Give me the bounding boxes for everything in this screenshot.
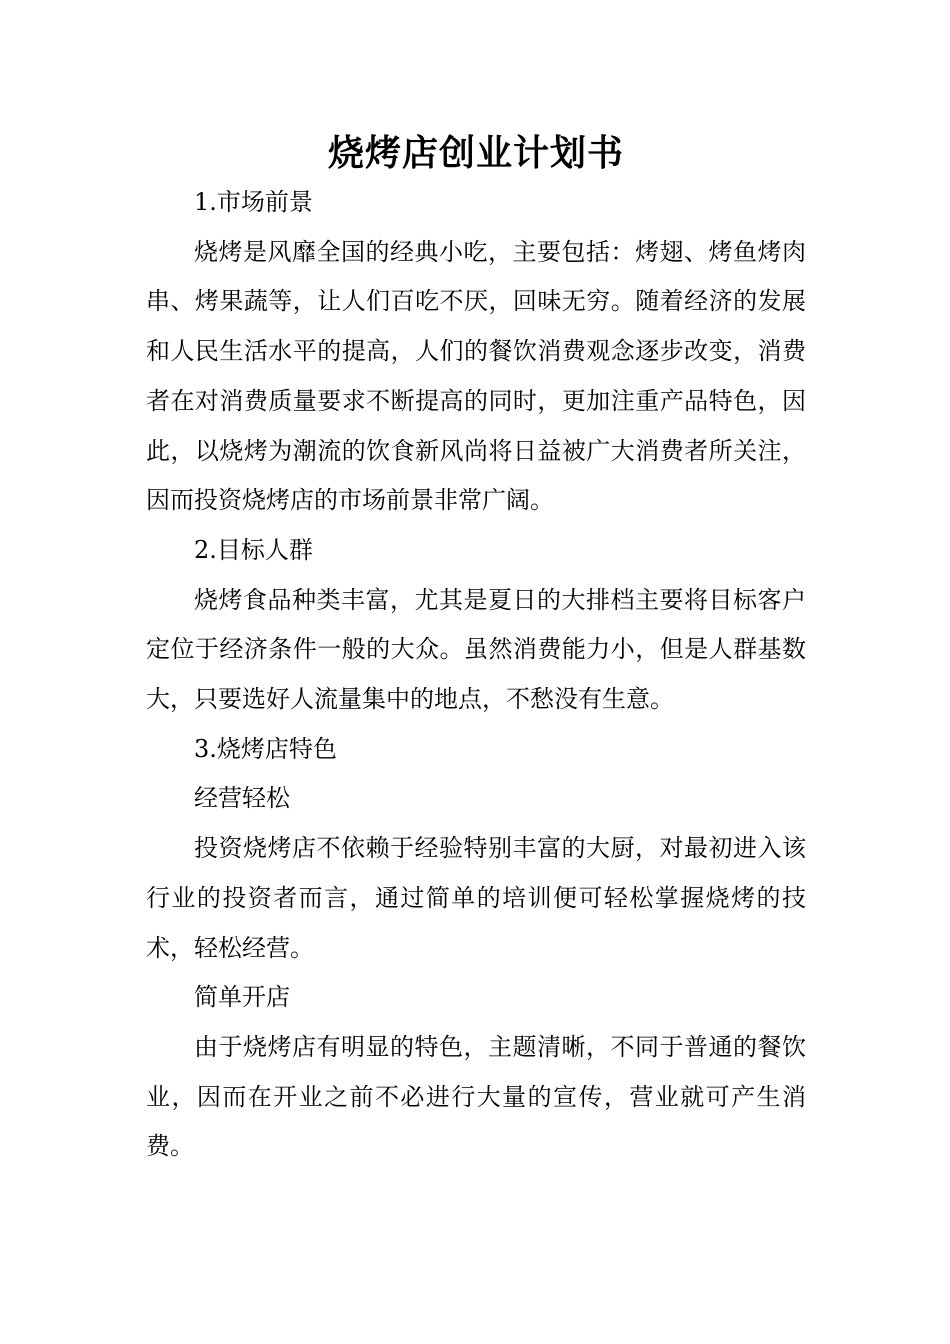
paragraph-simple-opening: 由于烧烤店有明显的特色，主题清晰，不同于普通的餐饮业，因而在开业之前不必进行大量的宣传，营业就可产生消费。 [146, 1032, 806, 1161]
subheading-easy-operation: 经营轻松 [194, 784, 290, 813]
paragraph-market: 烧烤是风靡全国的经典小吃，主要包括：烤翅、烤鱼烤肉串、烤果蔬等，让人们百吃不厌，回味无穷。随着经济的发展和人民生活水平的提高，人们的餐饮消费观念逐步改变，消费者在对消费质量要求不断提高的同时，更加注重产品特色，因此，以烧烤为潮流的饮食新风尚将日益被广大消费者所关注，因而投资烧烤店的市场前景非常广阔。 [146, 237, 806, 515]
paragraph-target: 烧烤食品种类丰富，尤其是夏日的大排档主要将目标客户定位于经济条件一般的大众。虽然消费能力小，但是人群基数大，只要选好人流量集中的地点，不愁没有生意。 [146, 585, 806, 714]
document-title: 烧烤店创业计划书 [327, 132, 624, 174]
section-heading-market: 1.市场前景 [194, 188, 313, 216]
document-body [146, 178, 806, 1172]
section-heading-target: 2.目标人群 [194, 535, 313, 564]
subheading-simple-opening: 简单开店 [194, 983, 290, 1012]
document-page [146, 128, 806, 1172]
section-heading-features: 3.烧烤店特色 [194, 734, 337, 763]
paragraph-easy-operation: 投资烧烤店不依赖于经验特别丰富的大厨，对最初进入该行业的投资者而言，通过简单的培训便可轻松掌握烧烤的技术，轻松经营。 [146, 834, 806, 962]
